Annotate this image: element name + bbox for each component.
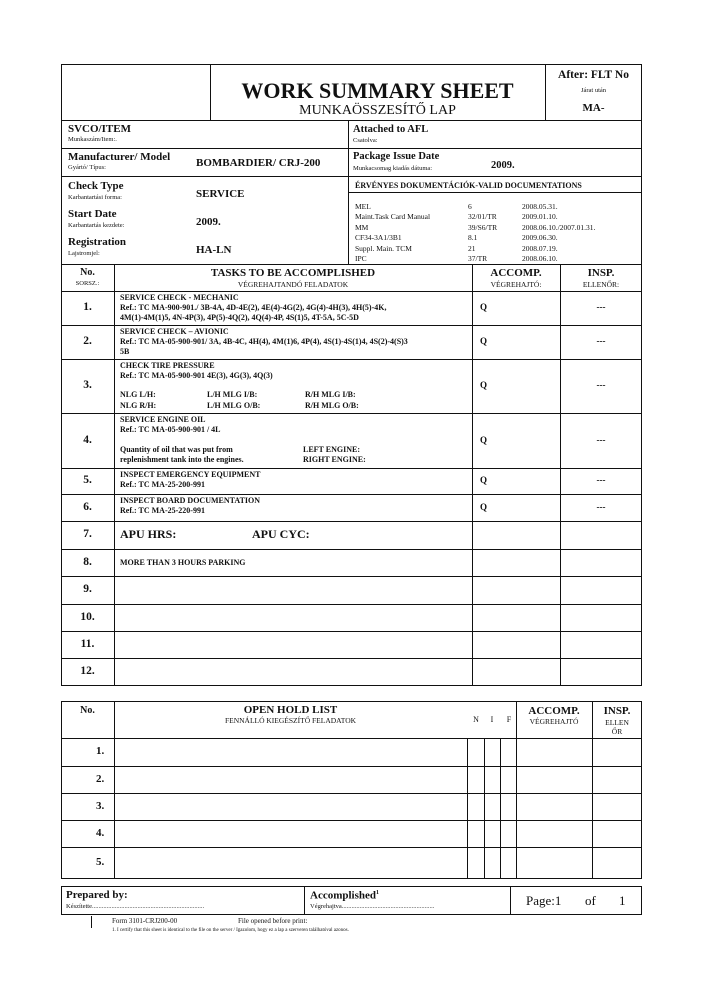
tasks-no-sub: SORSZ.: xyxy=(75,280,100,287)
task-number: 5. xyxy=(83,474,92,486)
task-accomp-cell[interactable]: Q xyxy=(480,336,488,346)
task-reference: Ref.: TC MA-25-220-991 xyxy=(120,506,205,515)
task-row-divider xyxy=(61,631,642,632)
accomp-sub: VÉGREHAJTÓ: xyxy=(490,280,542,289)
form-number: Form 3101-CRJ200-00 xyxy=(112,917,178,925)
task-number: 8. xyxy=(83,555,92,568)
doc-date: 2009.06.30. xyxy=(522,233,558,242)
task-reference: Ref.: TC MA-05-900-901 4E(3), 4G(3), 4Q(3) xyxy=(120,371,273,380)
doc-name: MEL xyxy=(355,202,371,211)
task-number: 7. xyxy=(83,528,92,540)
task-insp-cell[interactable]: --- xyxy=(596,434,606,445)
task-title: MORE THAN 3 HOURS PARKING xyxy=(120,557,246,567)
after-flight-sub: Járat után xyxy=(580,87,607,94)
hold-row-number: 1. xyxy=(96,745,105,757)
rh-mlg-ib-field[interactable]: R/H MLG I/B: xyxy=(305,390,356,399)
task-insp-cell[interactable]: --- xyxy=(596,475,606,485)
start-date-label: Start Date xyxy=(68,208,117,220)
file-opened: File opened before print: xyxy=(238,917,308,925)
page-of: of xyxy=(585,893,596,908)
hold-row-divider xyxy=(61,766,642,767)
doc-date: 2008.06.10. xyxy=(522,254,558,263)
task-title: SERVICE CHECK – AVIONIC xyxy=(120,327,229,336)
doc-rev: 32/01/TR xyxy=(468,212,497,221)
hold-row-number: 2. xyxy=(96,772,105,785)
task-number: 3. xyxy=(83,379,92,391)
attached-sub: Csatolva: xyxy=(353,137,378,144)
task-row-divider xyxy=(61,494,642,495)
oil-quantity-line2: replenishment tank into the engines. xyxy=(120,455,244,464)
task-row-divider xyxy=(61,413,642,414)
task-number: 9. xyxy=(83,583,92,595)
doc-date: 2008.05.31. xyxy=(522,202,558,211)
hold-row-divider xyxy=(61,820,642,821)
task-row-divider xyxy=(61,325,642,326)
doc-date: 2008.07.19. xyxy=(522,244,558,253)
nlg-lh-field[interactable]: NLG L/H: xyxy=(120,390,156,399)
hold-title-sub: FENNÁLLÓ KIEGÉSZÍTŐ FELADATOK xyxy=(224,716,357,725)
accomp-header: ACCOMP. xyxy=(490,267,542,279)
task-title: SERVICE CHECK - MECHANIC xyxy=(120,293,239,302)
tasks-title-sub: VÉGREHAJTANDÓ FELADATOK xyxy=(237,280,349,289)
task-number: 1. xyxy=(83,301,92,313)
hold-i-header: I xyxy=(490,715,494,724)
package-label: Package Issue Date xyxy=(353,151,440,162)
hold-row-divider xyxy=(61,847,642,848)
tasks-title: TASKS TO BE ACCOMPLISHED xyxy=(210,267,376,279)
doc-rev: 21 xyxy=(468,244,476,253)
hold-row-number: 4. xyxy=(96,826,105,839)
task-row-divider xyxy=(61,658,642,659)
doc-rev: 8.1 xyxy=(468,233,478,242)
task-row-divider xyxy=(61,468,642,469)
open-hold-list xyxy=(61,701,642,879)
manufacturer-value: BOMBARDIER/ CRJ-200 xyxy=(196,157,321,169)
doc-rev: 39/S6/TR xyxy=(468,223,498,232)
tasks-no-header: No. xyxy=(80,267,95,278)
task-insp-cell[interactable]: --- xyxy=(596,302,606,312)
task-accomp-cell[interactable]: Q xyxy=(480,380,488,390)
hold-insp-sub2: ŐR xyxy=(611,727,623,736)
task-number: 12. xyxy=(80,665,95,677)
accomplished-text: Accomplished xyxy=(310,889,376,902)
task-reference: Ref.: TC MA-900-901./ 3B-4A, 4D-4E(2), 4E(4)-4G(2), 4G(4)-4H(3), 4H(5)-4K, xyxy=(120,303,387,312)
lh-mlg-ib-field[interactable]: L/H MLG I/B: xyxy=(207,390,258,399)
task-row-divider xyxy=(61,604,642,605)
apu-cycles-field[interactable]: APU CYC: xyxy=(252,527,310,541)
hold-title: OPEN HOLD LIST xyxy=(243,704,338,716)
registration-value: HA-LN xyxy=(196,244,232,256)
doc-date: 2008.06.10./2007.01.31. xyxy=(522,223,596,232)
task-number: 11. xyxy=(80,637,95,650)
hold-f-header: F xyxy=(506,715,512,724)
registration-sub: Lajstromjel: xyxy=(68,250,100,257)
task-title: CHECK TIRE PRESSURE xyxy=(120,361,215,370)
hold-row-number: 5. xyxy=(96,856,105,868)
task-row-divider xyxy=(61,576,642,577)
insp-sub: ELLENŐR: xyxy=(582,280,620,289)
doc-rev: 37/TR xyxy=(468,254,488,263)
task-row-divider xyxy=(61,359,642,360)
package-sub: Munkacsomag kiadás dátuma: xyxy=(353,165,433,172)
hold-n-header: N xyxy=(473,715,479,724)
lh-mlg-ob-field[interactable]: L/H MLG O/B: xyxy=(207,401,261,410)
task-insp-cell[interactable]: --- xyxy=(596,380,606,390)
task-reference: Ref.: TC MA-05-900-901/ 3A, 4B-4C, 4H(4), 4M(1)6, 4P(4), 4S(1)-4S(1)4, 4S(2)-4(S)3 xyxy=(120,337,408,346)
task-row-divider xyxy=(61,521,642,522)
prepared-by-label: Prepared by: xyxy=(66,889,128,901)
task-accomp-cell[interactable]: Q xyxy=(480,475,488,485)
doc-name: IPC xyxy=(355,254,367,263)
task-title: INSPECT EMERGENCY EQUIPMENT xyxy=(120,470,261,479)
oil-quantity-line1: Quantity of oil that was put from xyxy=(120,445,233,454)
hold-accomp-sub: VÉGREHAJTÓ xyxy=(529,717,579,726)
attached-label: Attached to AFL xyxy=(353,124,429,135)
svco-sub: Munkaszám/Item:. xyxy=(68,136,117,143)
manufacturer-label: Manufacturer/ Model xyxy=(68,151,171,163)
task-accomp-cell[interactable]: Q xyxy=(480,302,488,312)
svco-label: SVCO/ITEM xyxy=(68,123,131,135)
task-reference: Ref.: TC MA-05-900-901 / 4L xyxy=(120,425,221,434)
task-insp-cell[interactable]: --- xyxy=(596,336,606,346)
accomplished-footnote-mark: 1 xyxy=(376,890,379,896)
hold-row-number: 3. xyxy=(96,799,105,812)
accomplished-field[interactable]: Végrehajtva......................................................... xyxy=(310,903,435,910)
task-number: 10. xyxy=(80,610,95,623)
hold-no-header: No. xyxy=(80,705,95,716)
hold-insp-header: INSP. xyxy=(603,705,631,717)
task-reference: 5B xyxy=(120,347,130,356)
task-number: 6. xyxy=(83,500,92,513)
right-engine-field[interactable]: RIGHT ENGINE: xyxy=(303,455,366,464)
start-date-value: 2009. xyxy=(196,216,221,228)
package-value: 2009. xyxy=(491,160,515,171)
task-insp-cell[interactable]: --- xyxy=(596,501,606,512)
task-reference: 4M(1)-4M(1)5, 4N-4P(3), 4P(5)-4Q(2), 4Q(4)-4P, 4S(1)5, 4T-5A, 5C-5D xyxy=(120,313,359,322)
doc-date: 2009.01.10. xyxy=(522,212,558,221)
doc-name: Suppl. Main. TCM xyxy=(355,244,412,253)
doc-name: MM xyxy=(355,223,369,232)
doc-name: Maint.Task Card Manual xyxy=(355,212,431,221)
task-accomp-cell[interactable]: Q xyxy=(480,501,488,512)
after-flight-label: After: FLT No xyxy=(558,69,629,81)
valid-docs-label: ÉRVÉNYES DOKUMENTÁCIÓK-VALID DOCUMENTATIONS xyxy=(355,181,582,190)
task-number: 2. xyxy=(83,335,92,347)
hold-row-divider xyxy=(61,793,642,794)
insp-header: INSP. xyxy=(587,267,615,279)
flight-number-value: MA- xyxy=(582,102,605,114)
hold-accomp-header: ACCOMP. xyxy=(528,705,580,717)
start-date-sub: Karbantartás kezdete: xyxy=(68,222,125,229)
accomplished-label xyxy=(310,890,379,902)
task-accomp-cell[interactable]: Q xyxy=(480,434,488,445)
left-engine-field[interactable]: LEFT ENGINE: xyxy=(303,445,360,454)
certify-note: 1. I certify that this sheet is identical to the file on the server / Igazolom, hogy ez a lap a szerveren található​val azonos. xyxy=(112,928,349,933)
nlg-rh-field[interactable]: NLG R/H: xyxy=(120,401,157,410)
page-number: Page:1 xyxy=(526,893,562,908)
task-row-divider xyxy=(61,549,642,550)
apu-hours-field[interactable]: APU HRS: xyxy=(120,527,177,541)
doc-name: CF34-3A1/3B1 xyxy=(355,233,402,242)
prepared-by-field[interactable]: Készítette..................................................................... xyxy=(66,903,205,910)
check-type-sub: Karbantartási forma: xyxy=(68,194,122,201)
page-total: 1 xyxy=(619,893,626,908)
registration-label: Registration xyxy=(68,236,127,248)
page-subtitle: MUNKAÖSSZESÍTŐ LAP xyxy=(299,103,456,118)
check-type-value: SERVICE xyxy=(196,188,245,200)
doc-rev: 6 xyxy=(468,202,472,211)
manufacturer-sub: Gyártó/ Típus: xyxy=(68,164,106,171)
page-title: WORK SUMMARY SHEET xyxy=(241,78,514,103)
hold-insp-sub1: ELLEN xyxy=(605,718,629,727)
task-title: SERVICE ENGINE OIL xyxy=(120,415,206,424)
task-reference: Ref.: TC MA-25-200-991 xyxy=(120,480,205,489)
task-title: INSPECT BOARD DOCUMENTATION xyxy=(120,496,261,505)
rh-mlg-ob-field[interactable]: R/H MLG O/B: xyxy=(305,401,359,410)
task-number: 4. xyxy=(83,433,92,446)
check-type-label: Check Type xyxy=(68,180,124,192)
